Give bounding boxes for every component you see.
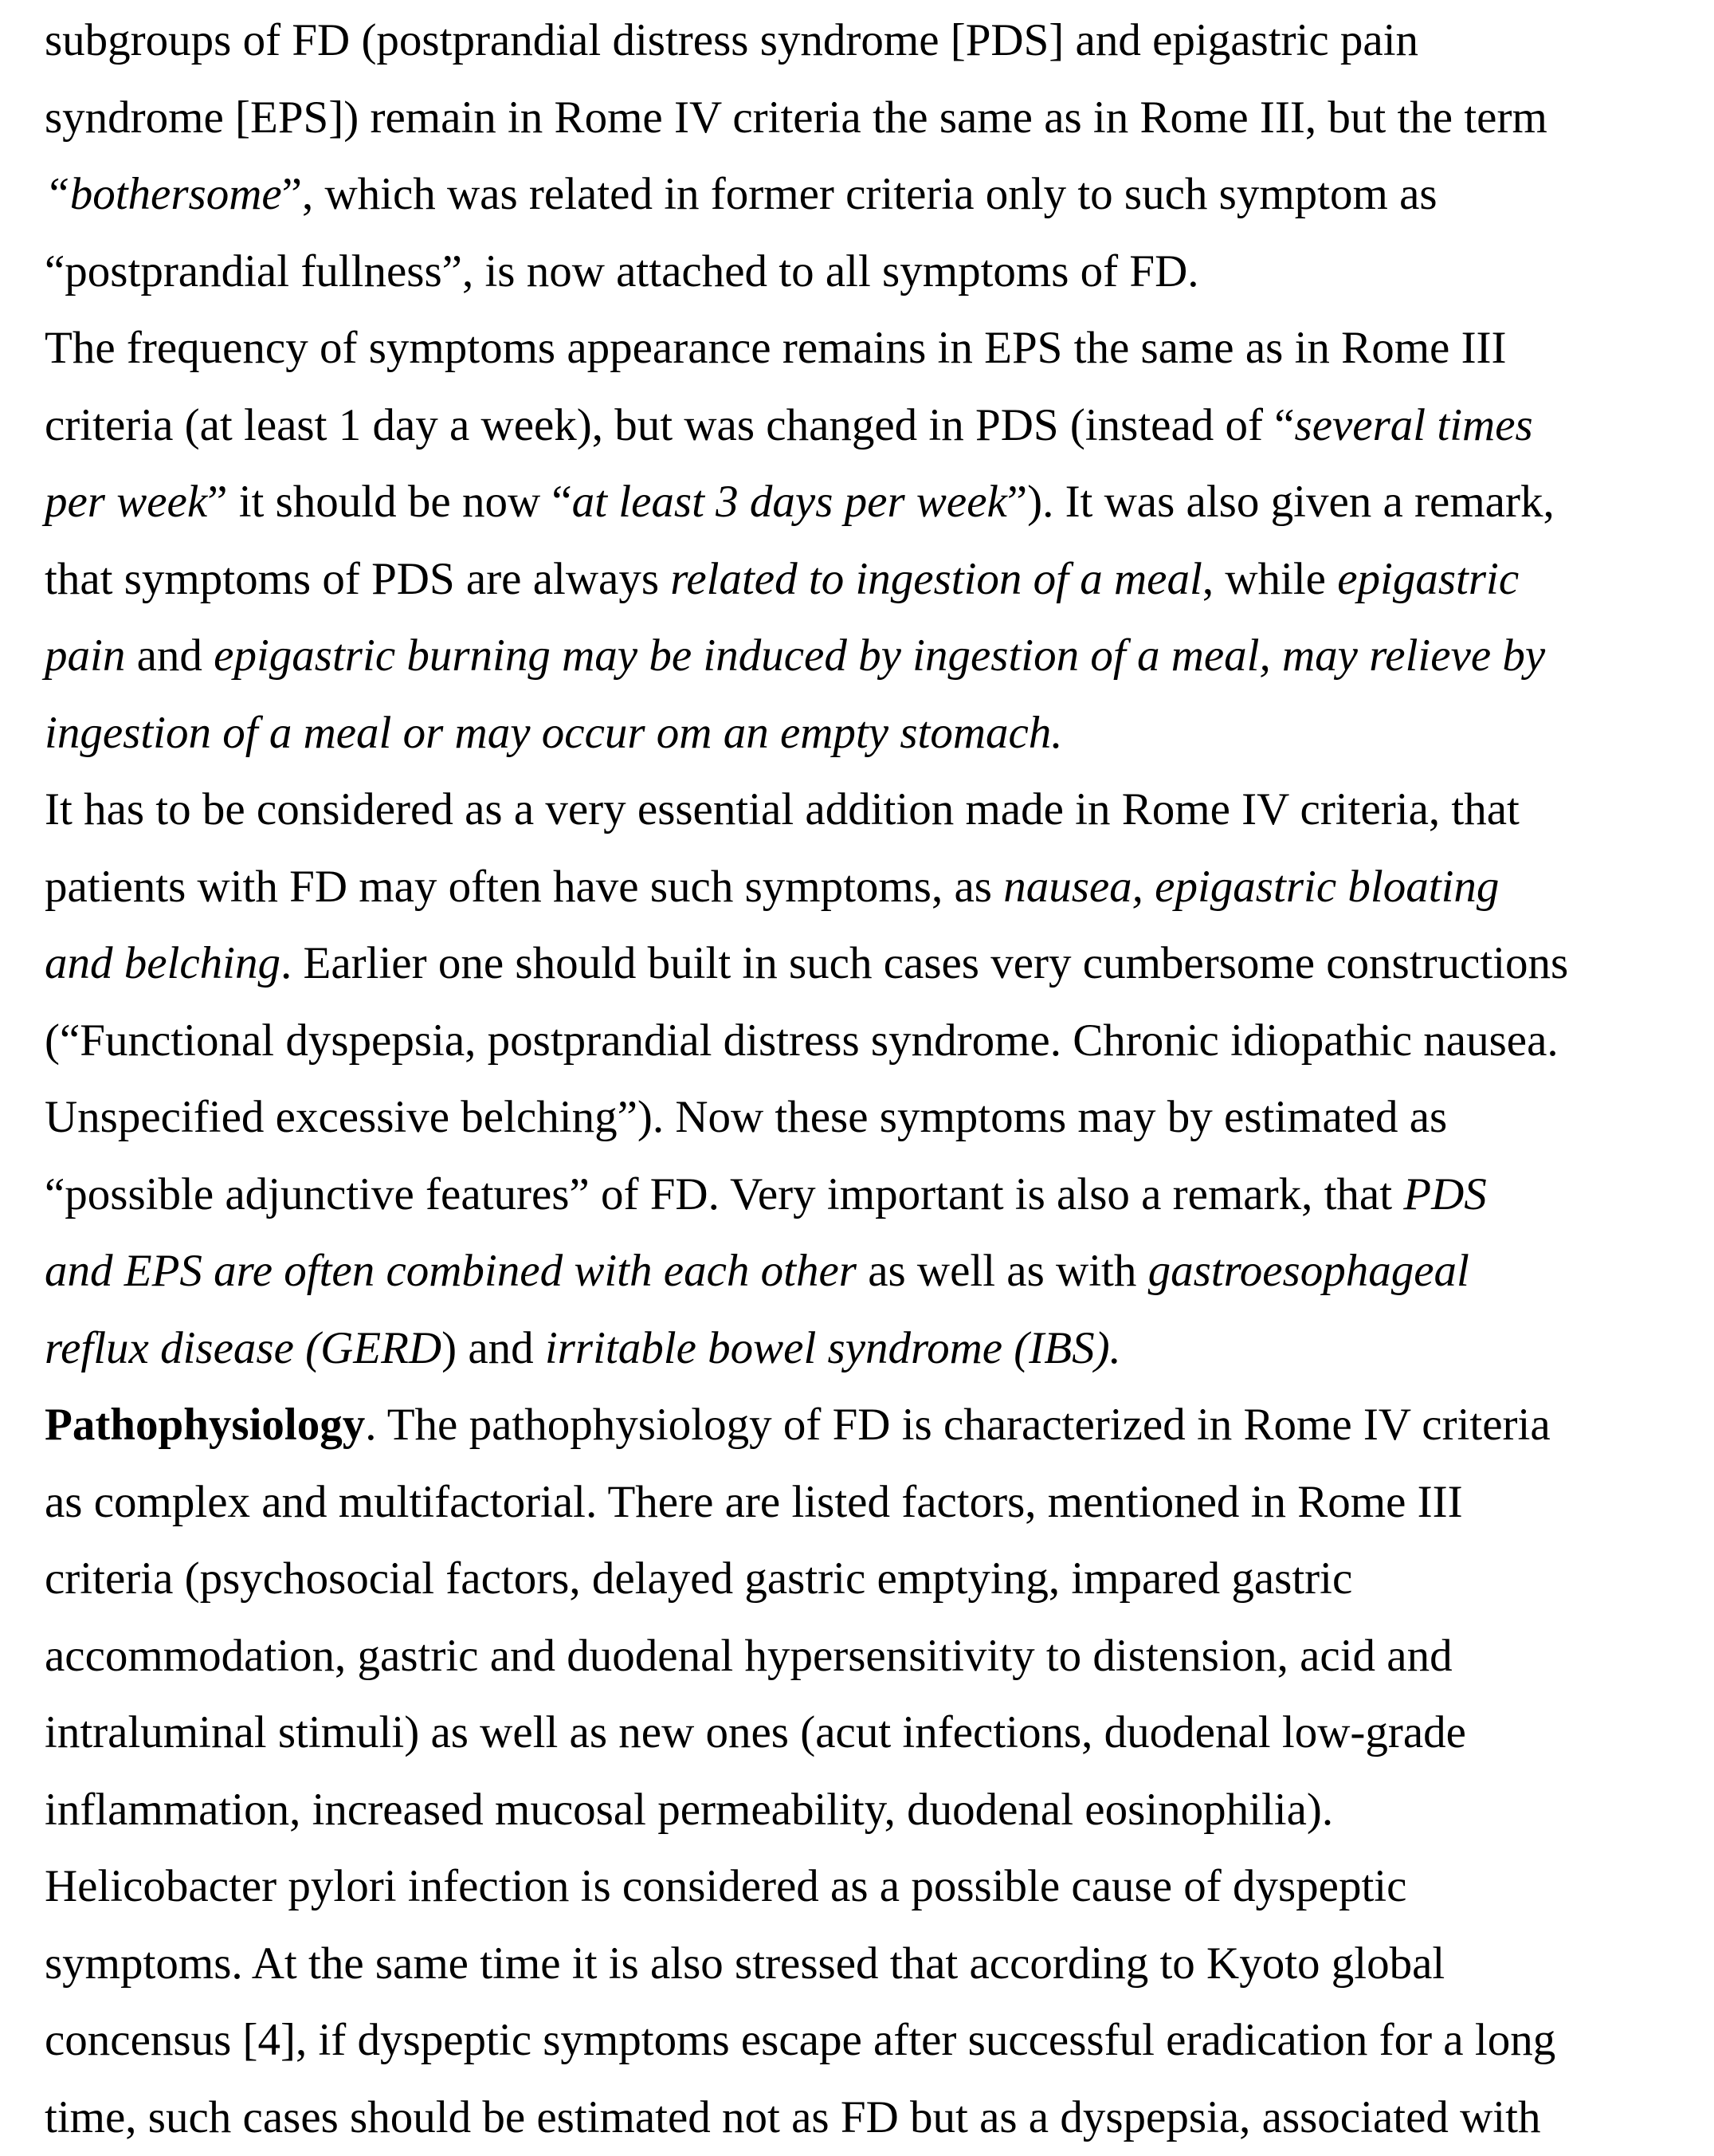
text-line [45,1772,1333,1849]
text-run: as well as with [857,1246,1148,1296]
text-line [45,464,1555,541]
bold-heading: Pathophysiology [45,1400,365,1450]
text-run: subgroups of FD (postprandial distress syndrome [PDS] and epigastric pain [45,15,1418,65]
text-line [45,849,1499,926]
italic-text: and EPS are often combined with each other [45,1246,857,1296]
text-line [45,387,1533,465]
text-line [45,2079,1540,2156]
text-run: . Earlier one should built in such cases very cumbersome constructions [280,938,1568,988]
text-run: ”). It was also given a remark, [1007,477,1555,527]
italic-text: per week [45,477,207,527]
text-run: criteria (at least 1 day a week), but was changed in PDS (instead of “ [45,400,1295,450]
italic-text: PDS [1403,1169,1486,1219]
italic-text: epigastric [1337,554,1519,604]
text-run: that symptoms of PDS are always [45,554,670,604]
italic-text: epigastric burning may be induced by ingestion of a meal, may relieve by [214,630,1545,681]
text-line [45,2002,1555,2079]
text-line [45,1003,1559,1080]
text-run: “possible adjunctive features” of FD. Very important is also a remark, that [45,1169,1403,1219]
text-line [45,1079,1447,1157]
text-line [45,772,1520,849]
text-run: Helicobacter pylori infection is considered as a possible cause of dyspeptic [45,1861,1406,1911]
text-line [45,1387,1551,1464]
text-run: symptoms. At the same time it is also stressed that according to Kyoto global [45,1938,1445,1989]
text-run: Unspecified excessive belching”). Now these symptoms may by estimated as [45,1092,1447,1142]
text-run: as complex and multifactorial. There are listed factors, mentioned in Rome III [45,1477,1463,1527]
text-run: “postprandial fullness”, is now attached to all symptoms of FD. [45,246,1199,296]
text-run: ”, which was related in former criteria only to such symptom as [282,169,1437,219]
italic-text: pain [45,630,125,681]
text-run: ” it should be now “ [207,477,572,527]
text-run: It has to be considered as a very essential addition made in Rome IV criteria, that [45,784,1520,835]
text-line [45,310,1507,387]
text-line [45,1618,1453,1695]
italic-text: and belching [45,938,280,988]
italic-text: “bothersome [45,169,282,219]
text-line [45,1926,1445,2003]
text-line [45,695,1063,772]
text-run: The frequency of symptoms appearance remains in EPS the same as in Rome III [45,323,1507,373]
text-run: criteria (psychosocial factors, delayed gastric emptying, impared gastric [45,1553,1352,1604]
text-run: and [125,630,214,681]
text-line [45,1695,1466,1772]
text-run: concensus [4], if dyspeptic symptoms escape after successful eradication for a long [45,2015,1555,2065]
italic-text: ingestion of a meal or may occur om an empty stomach. [45,708,1063,758]
italic-text: at least 3 days per week [572,477,1007,527]
text-line [45,156,1437,234]
text-run: syndrome [EPS]) remain in Rome IV criteria the same as in Rome III, but the term [45,92,1547,143]
italic-text: nausea, epigastric bloating [1003,862,1499,912]
italic-text: gastroesophageal [1148,1246,1469,1296]
text-run: ) and [441,1323,545,1373]
text-run: inflammation, increased mucosal permeability, duodenal eosinophilia). [45,1785,1333,1835]
text-line [45,1157,1487,1234]
text-line [45,2,1418,80]
italic-text: related to ingestion of a meal [670,554,1202,604]
text-run: (“Functional dyspepsia, postprandial distress syndrome. Chronic idiopathic nausea. [45,1015,1559,1066]
text-line [45,1848,1406,1926]
text-run: patients with FD may often have such symptoms, as [45,862,1003,912]
text-run: . The pathophysiology of FD is characterized in Rome IV criteria [365,1400,1550,1450]
text-line [45,541,1519,619]
text-run: , while [1202,554,1337,604]
text-run: time, such cases should be estimated not as FD but as a dyspepsia, associated with [45,2092,1540,2142]
text-line [45,618,1545,695]
italic-text: several times [1295,400,1533,450]
italic-text: irritable bowel syndrome (IBS). [545,1323,1121,1373]
text-line [45,1464,1463,1541]
text-line [45,1233,1469,1310]
text-line [45,234,1199,311]
text-line [45,1541,1352,1618]
text-run: intraluminal stimuli) as well as new ones (acut infections, duodenal low-grade [45,1707,1466,1757]
text-line [45,1310,1121,1388]
italic-text: reflux disease (GERD [45,1323,441,1373]
text-line [45,80,1547,157]
text-line [45,925,1568,1003]
text-run: accommodation, gastric and duodenal hypersensitivity to distension, acid and [45,1631,1453,1681]
